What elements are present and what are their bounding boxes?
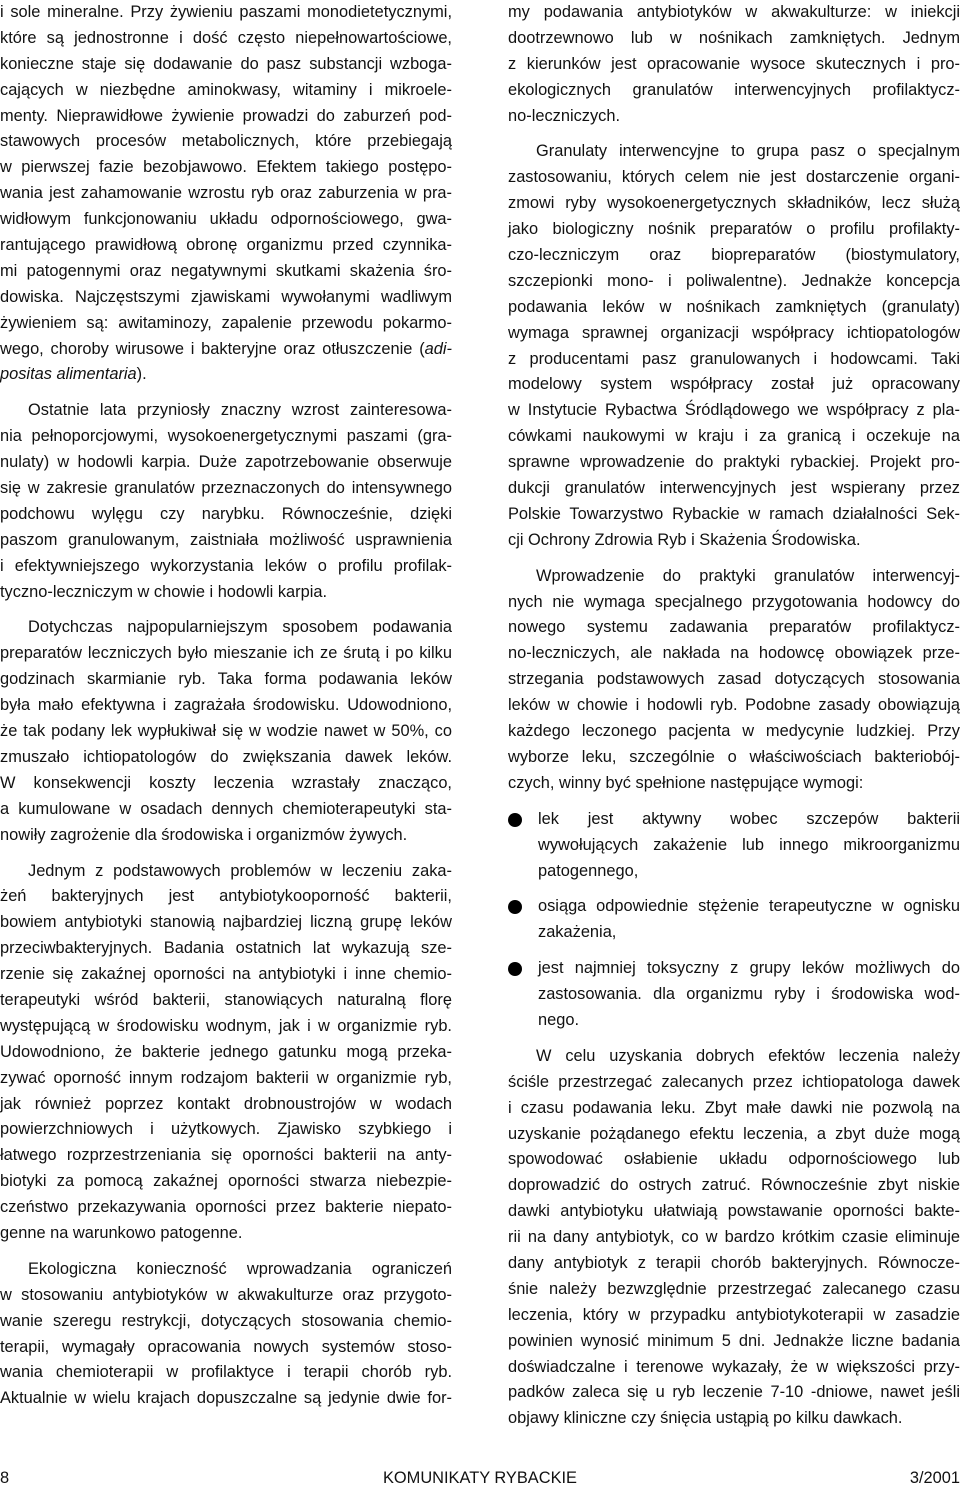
text-line: Aktualnie w wielu krajach dopuszczalne są jedynie dwie for- [0,1389,452,1408]
text-line: leków w chowie i hodowli ryb. Podobne zasady obowiązują [508,696,960,715]
text-line: spowodować osłabienie układu odpornościowego lub [508,1150,960,1169]
text-line: łatwego rozprzestrzeniania się oporności bakterii na anty- [0,1146,452,1165]
text-line: zywać oporność innym rodzajom bakterii w organizmie ryb, [0,1068,452,1087]
text-line: jako biologiczny nośnik preparatów o profilu profilakty- [508,220,960,239]
text-line: się w zakresie granulatów przeznaczonych do intensywnego [0,479,452,498]
text-line: patogennego, [538,861,639,880]
page-number: 8 [0,1469,10,1487]
text-line: dootrzewnowo lub w nośnikach zamkniętych. Jednym [508,28,960,47]
text-line: genne na warunkowo patogenne. [0,1223,243,1242]
text-line: żywieniem są: awitaminozy, zapalenie przewodu pokarmo- [0,313,452,332]
text-line: Polskie Towarzystwo Rybackie w ramach działalności Sek- [508,504,960,523]
text-line: nia pełnoporcjowymi, wysokoenergetycznymi paszami (gra- [0,427,452,446]
text-line: ekologicznych granulatów interwencyjnych profilaktycz- [508,80,960,99]
text-line: Granulaty interwencyjne to grupa pasz o specjalnym [536,142,960,161]
text-line: każdego leczonego pacjenta w medycynie ludzkiej. Przy [508,722,960,741]
bullet-dot-icon [508,900,522,914]
text-line: nowiły zagrożenie dla środowiska i organizmów żywych. [0,825,408,844]
text-line: zmuszało ichtiopatologów do zwiększania dawek leków. [0,747,452,766]
text-line: tyczno-leczniczym w chowie i hodowli karpia. [0,582,328,601]
text-line: rzenie się zakaźnej oporności na antybiotyki i inne chemio- [0,965,452,984]
text-line: czo-leczniczym oraz biopreparatów (biostymulatory, [508,246,960,265]
text-line: objawy kliniczne czy śnięcia ustąpią po kilku dawkach. [508,1409,903,1428]
text-line: godzinach skarmianie ryb. Taka forma podawania leków [0,670,452,689]
text-line: doświadczalne i terenowe wykazały, że w większości przy- [508,1357,960,1376]
text-line: rantującego prawidłową obronę organizmu przed czynnika- [0,236,452,255]
text-line: ściśle przestrzegać zalecanych przez ichtiopatologa dawek [508,1072,960,1091]
magazine-title: KOMUNIKATY RYBACKIE [382,1469,577,1487]
text-line: konieczne staje się dodawanie do pasz substancji wzboga- [0,54,452,73]
text-line: Ostatnie lata przyniosły znaczny wzrost zainteresowa- [28,401,452,420]
text-line: wego, choroby wirusowe i bakteryjne oraz otłuszczenie (adi- [0,339,452,358]
paragraph-gap [508,946,960,956]
paragraph-gap [508,884,960,894]
text-line: cji Ochrony Zdrowia Ryb i Skażenia Środowiska. [508,530,861,549]
text-line: nego. [538,1010,580,1029]
text-line: występującą w środowisku wodnym, jak i w organizmie ryb. [0,1016,452,1035]
paragraph-gap [0,849,452,859]
text-line: jak również poprzez kontakt drobnoustrojów w wodach [0,1094,452,1113]
page-footer [0,1465,960,1491]
right-text-column [508,0,960,1432]
italic-term: adi- [424,339,452,358]
bullet-dot-icon [508,962,522,976]
paragraph-gap [508,797,960,807]
issue-number: 3/2001 [909,1469,960,1487]
text-line: stawowych procesów metabolicznych, które przebiegają [0,132,452,151]
text-line: i czasu podawania leku. Zbyt małe dawki nie pozwolą na [508,1098,960,1117]
text-line: z kierunków jest opracowanie wysoce skutecznych i pro- [508,54,960,73]
text-line: mi patogennymi oraz negatywnymi skutkami skażenia śro- [0,261,452,280]
text-line: Ekologiczna konieczność wprowadzania ograniczeń [28,1259,452,1278]
text-line: rii na dany antybiotyk, co w bardzo krótkim czasie eliminuje [508,1228,960,1247]
text-line: śnie należy bezwzględnie przestrzegać zalecanego czasu [508,1279,960,1298]
text-line: czeństwo przekazywania oporności przez bakterie niepato- [0,1198,452,1217]
text-line: wania jest zahamowanie wzrostu ryb oraz zaburzenia w pra- [0,184,452,203]
text-line: powierzchniowych i użytkowych. Zjawisko szybkiego i [0,1120,452,1139]
text-line: Dotychczas najpopularniejszym sposobem podawania [28,618,452,637]
paragraph-gap [508,1034,960,1044]
text-line: z producentami pasz granulowanych i hodowcami. Taki [508,349,960,368]
text-line: menty. Nieprawidłowe żywienie prowadzi do zaburzeń pod- [0,106,452,125]
text-line: modelowy system współpracy został już opracowany [508,375,960,394]
text-line: wymaga sprawnej organizacji współpracy ichtiopatologów [508,323,960,342]
text-line: a kumulowane w osadach dennych chemioterapeutyki sta- [0,799,452,818]
paragraph-gap [508,129,960,139]
text-line: czych, winny być spełnione następujące wymogi: [508,773,864,792]
text-line: w pierwszej fazie bezobjawowo. Efektem takiego postępo- [0,158,452,177]
text-line: zmowi ryby wysokoenergetycznych składników, lecz służą [508,194,960,213]
paragraph-gap [0,1247,452,1257]
text-line: sprawne wprowadzenie do praktyki rybackiej. Projekt pro- [508,453,960,472]
text-line: terapeutyki wśród bakterii, stanowiących naturalną florę [0,990,452,1009]
text-line: wanie szeregu restrykcji, dotyczących stosowania chemio- [0,1311,452,1330]
text-line: które są jednostronne i dość często niepełnowartościowe, [0,28,452,47]
text-line: nych nie wymaga specjalnego przygotowania hodowcy do [508,592,960,611]
text-line: leczenia, który w przypadku antybiotykoterapii w zasadzie [508,1305,960,1324]
text-line: terapii, wymagały opracowania nowych systemów stoso- [0,1337,452,1356]
paragraph-gap [508,554,960,564]
text-line: dukcji granulatów interwencyjnych jest wspierany przez [508,479,960,498]
left-text-column [0,0,452,1412]
bullet-item-line: jest najmniej toksyczny z grupy leków możliwych do [508,956,960,982]
text-line: w Instytucie Rybactwa Śródlądowego we współpracy z pla- [508,401,960,420]
text-line: nulaty) w hodowli karpia. Duże zapotrzebowanie obserwuje [0,453,452,472]
text-line: wyborze leku, szczególnie o właściwościach bakteriobój- [508,747,960,766]
text-line: powinien wynosić minimum 5 dni. Jednakże liczne badania [508,1331,960,1350]
text-line: była mało efektywna i zagrażała środowisku. Udowodniono, [0,696,452,715]
text-line: preparatów leczniczych było mieszanie ich ze śrutą i po kilku [0,644,452,663]
text-line: wywołujących zakażenie lub innego mikroorganizmu [538,835,960,854]
text-line: i sole mineralne. Przy żywieniu paszami monodietetycznymi, [0,3,452,21]
text-line: podchowu wylęgu czy narybku. Równocześnie, dzięki [0,504,452,523]
text-line: żeń bakteryjnych jest antybiotykooporność bakterii, [0,887,452,906]
text-line: widłowym funkcjonowaniu układu odpornościowego, gwa- [0,210,452,229]
text-line: że tak podany lek wypłukiwał się w wodzie nawet w 50%, co [0,722,452,741]
text-line: zakażenia, [538,923,617,942]
text-line: przeciwbakteryjnych. Badania ostatnich lat wykazują sze- [0,939,452,958]
text-line: uzyskanie pożądanego efektu leczenia, a zbyt duże mogą [508,1124,960,1143]
bullet-item-line: osiąga odpowiednie stężenie terapeutyczne w ognisku [508,894,960,920]
text-line: biotyki za pomocą zakaźnej oporności stwarza niebezpie- [0,1172,452,1191]
bullet-item-line: lek jest aktywny wobec szczepów bakterii [508,807,960,833]
italic-term: positas alimentaria [0,365,137,384]
paragraph-gap [0,605,452,615]
text-line: podawania leków w nośnikach zamkniętych (granulaty) [508,297,960,316]
text-line: dowiska. Najczęstszymi zjawiskami wywołanymi wadliwym [0,287,452,306]
text-line: W konsekwencji koszty leczenia wzrastały znacząco, [0,773,452,792]
text-line: positas alimentaria). [0,365,147,384]
text-line: no-leczniczych, ale nakłada na hodowcę obowiązek prze- [508,644,960,663]
text-line: doprowadzić do ostrych zatruć. Równocześnie zbyt niskie [508,1176,960,1195]
text-line: padków zaleca się u ryb leczenie 7-10 -dniowe, nawet jeśli [508,1383,960,1402]
text-line: i efektywniejszego wykorzystania leków o profilu profilak- [0,556,452,575]
text-line: cówkami naukowymi w kraju i za granicą i oczekuje na [508,427,960,446]
text-line: cających w niezbędne aminokwasy, witaminy i mikroele- [0,80,452,99]
text-line: W celu uzyskania dobrych efektów leczenia należy [536,1046,960,1065]
text-line: dawki antybiotyku ułatwiają powstawanie oporności bakte- [508,1202,960,1221]
text-line: szczepionki mono- i poliwalentne). Jednakże koncepcja [508,271,960,290]
text-line: dany antybiotyk z terapii chorób bakteryjnych. Równocze- [508,1253,960,1272]
text-line: w stosowaniu antybiotyków w akwakulturze oraz przygoto- [0,1285,452,1304]
text-line: no-leczniczych. [508,106,621,125]
text-line: zastosowania. dla organizmu ryby i środowiska wod- [538,985,960,1004]
paragraph-gap [0,388,452,398]
text-line: nowego systemu zadawania preparatów profilaktycz- [508,618,960,637]
text-line: bowiem antybiotyki stanowią najbardziej liczną grupę leków [0,913,452,932]
text-line: wania chemioterapii w profilaktyce i terapii chorób ryb. [0,1363,452,1382]
bullet-dot-icon [508,813,522,827]
text-line: zastosowaniu, których celem nie jest dostarczenie organi- [508,168,960,187]
text-line: my podawania antybiotyków w akwakulturze: w iniekcji [508,3,960,21]
text-line: Udowodniono, że bakterie jednego gatunku mogą przeka- [0,1042,452,1061]
text-line: Jednym z podstawowych problemów w leczeniu zaka- [28,861,452,880]
text-line: strzegania podstawowych zasad dotyczących stosowania [508,670,960,689]
text-line: paszom granulowanym, zaistniała możliwość usprawnienia [0,530,452,549]
text-line: Wprowadzenie do praktyki granulatów interwencyj- [536,566,960,585]
